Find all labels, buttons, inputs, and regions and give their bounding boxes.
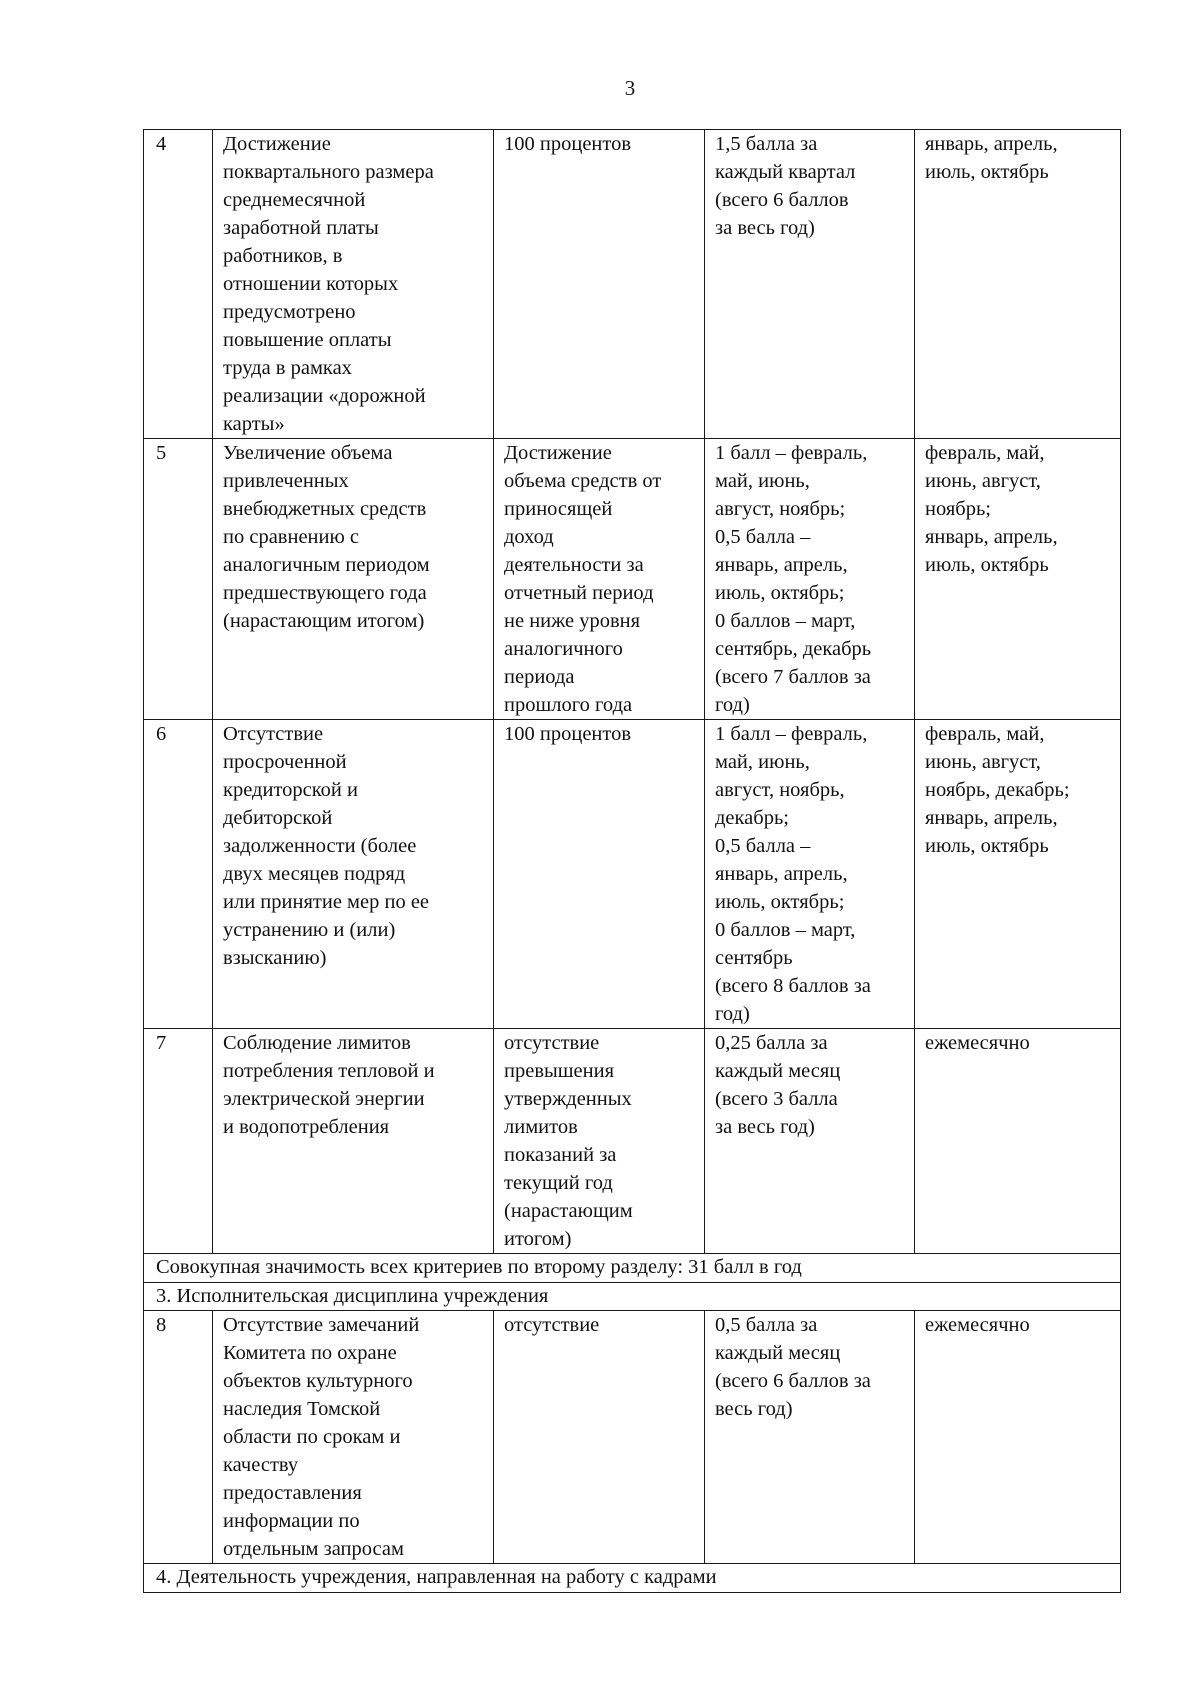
criterion-indicator: Достижение объема средств от приносящей доход деятельности за отчетный период не ниже уровня аналогичного периода прошлого года [494, 439, 705, 720]
section-heading: 4. Деятельность учреждения, направленная на работу с кадрами [144, 1564, 1121, 1593]
criterion-score: 1,5 балла за каждый квартал (всего 6 баллов за весь год) [705, 130, 915, 439]
section-heading: 3. Исполнительская дисциплина учреждения [144, 1283, 1121, 1311]
criterion-score: 1 балл – февраль, май, июнь, август, ноябрь, декабрь; 0,5 балла – январь, апрель, июль, октябрь; 0 баллов – март, сентябрь (всего 8 баллов за год) [705, 720, 915, 1029]
table-row [144, 439, 1121, 720]
criterion-number: 4 [144, 130, 213, 439]
criterion-score: 1 балл – февраль, май, июнь, август, ноябрь; 0,5 балла – январь, апрель, июль, октябрь; 0 баллов – март, сентябрь, декабрь (всего 7 баллов за год) [705, 439, 915, 720]
criterion-period: ежемесячно [915, 1029, 1121, 1254]
criterion-indicator: 100 процентов [494, 130, 705, 439]
criterion-number: 8 [144, 1311, 213, 1564]
criterion-indicator: 100 процентов [494, 720, 705, 1029]
criterion-period: февраль, май, июнь, август, ноябрь, декабрь; январь, апрель, июль, октябрь [915, 720, 1121, 1029]
criterion-period: ежемесячно [915, 1311, 1121, 1564]
criterion-score: 0,5 балла за каждый месяц (всего 6 баллов за весь год) [705, 1311, 915, 1564]
table-row [144, 1029, 1121, 1254]
table-row [144, 130, 1121, 439]
section-total: Совокупная значимость всех критериев по второму разделу: 31 балл в год [144, 1254, 1121, 1283]
criterion-indicator: отсутствие превышения утвержденных лимитов показаний за текущий год (нарастающим итогом) [494, 1029, 705, 1254]
criterion-indicator: отсутствие [494, 1311, 705, 1564]
criterion-name: Отсутствие замечаний Комитета по охране объектов культурного наследия Томской области по срокам и качеству предоставления информации по отдельным запросам [213, 1311, 494, 1564]
criterion-name: Достижение поквартального размера среднемесячной заработной платы работников, в отношении которых предусмотрено повышение оплаты труда в рамках реализации «дорожной карты» [213, 130, 494, 439]
criteria-table [143, 129, 1121, 1593]
page-number: 3 [624, 76, 636, 100]
table-row [144, 1564, 1121, 1593]
table-row [144, 720, 1121, 1029]
criterion-name: Соблюдение лимитов потребления тепловой и электрической энергии и водопотребления [213, 1029, 494, 1254]
criterion-period: февраль, май, июнь, август, ноябрь; январь, апрель, июль, октябрь [915, 439, 1121, 720]
criterion-number: 7 [144, 1029, 213, 1254]
criterion-score: 0,25 балла за каждый месяц (всего 3 балла за весь год) [705, 1029, 915, 1254]
criterion-number: 5 [144, 439, 213, 720]
criterion-period: январь, апрель, июль, октябрь [915, 130, 1121, 439]
table-row [144, 1311, 1121, 1564]
criterion-number: 6 [144, 720, 213, 1029]
table-row [144, 1254, 1121, 1283]
table-row [144, 1283, 1121, 1311]
criterion-name: Отсутствие просроченной кредиторской и дебиторской задолженности (более двух месяцев подряд или принятие мер по ее устранению и (или) взысканию) [213, 720, 494, 1029]
criterion-name: Увеличение объема привлеченных внебюджетных средств по сравнению с аналогичным периодом предшествующего года (нарастающим итогом) [213, 439, 494, 720]
